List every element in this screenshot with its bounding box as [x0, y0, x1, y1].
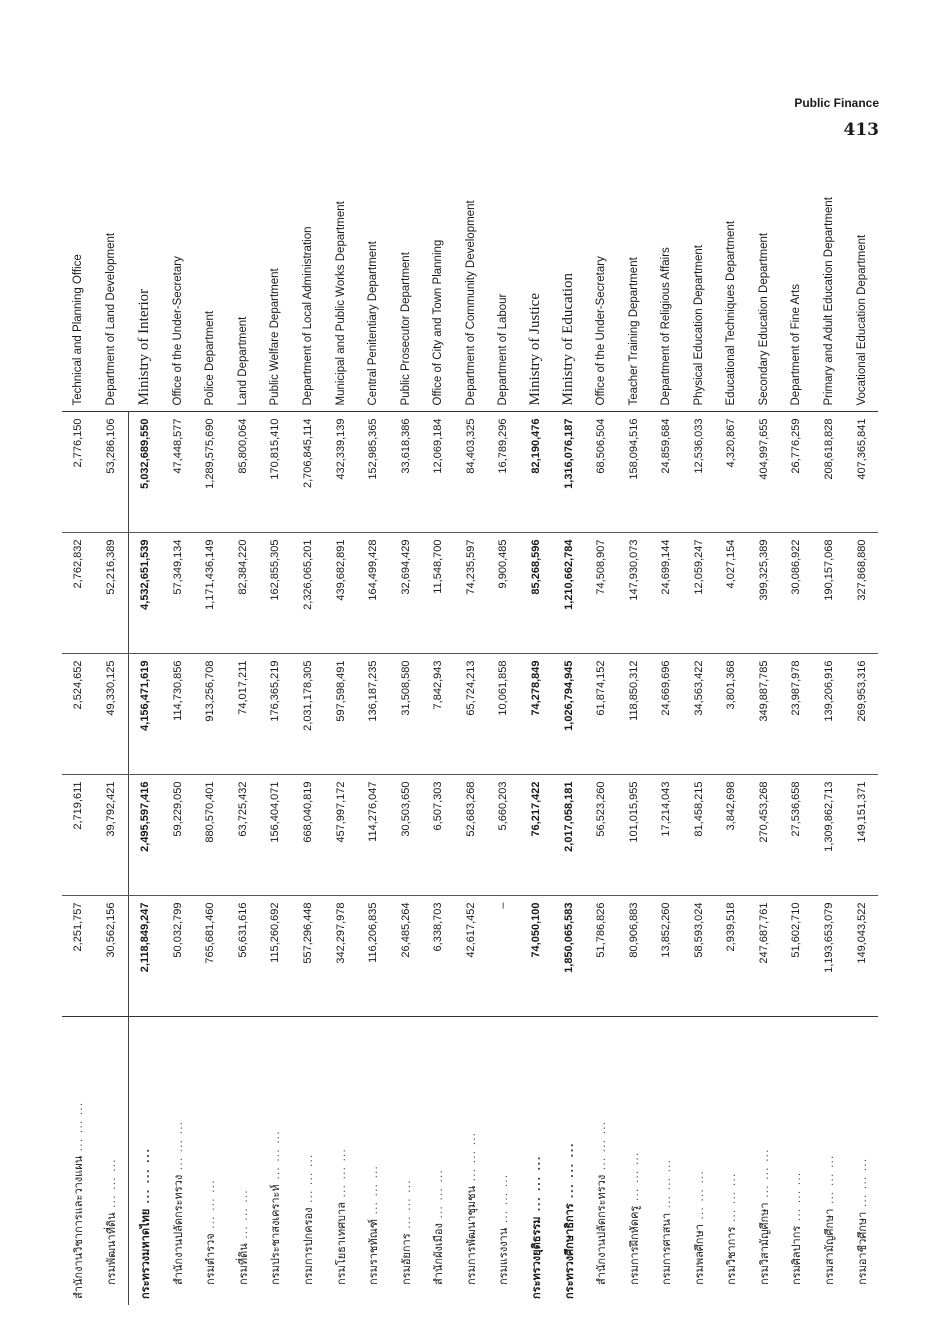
- value-col-5: 85,800,064: [227, 412, 260, 533]
- row-label-english: Department of Religious Affairs: [650, 145, 683, 412]
- table-row: [617, 145, 650, 1305]
- row-label-english: Department of Local Administration: [292, 145, 325, 412]
- value-col-1: –: [487, 896, 520, 1017]
- value-col-3: 597,598,491: [324, 654, 357, 775]
- value-col-1: 13,852,260: [650, 896, 683, 1017]
- value-col-4: 162,855,305: [259, 533, 292, 654]
- value-col-1: 115,260,692: [259, 896, 292, 1017]
- value-col-3: 269,953,316: [845, 654, 878, 775]
- row-label-thai: [422, 1017, 455, 1305]
- row-label-english: Educational Techniques Department: [715, 145, 748, 412]
- table-row: [292, 145, 325, 1305]
- value-col-3: 349,887,785: [748, 654, 781, 775]
- leader-dots: ... ... ...: [236, 1189, 250, 1244]
- table-row: [780, 145, 813, 1305]
- value-col-3: 1,026,794,945: [552, 654, 585, 775]
- value-col-3: 114,730,856: [162, 654, 195, 775]
- value-col-4: 439,682,891: [324, 533, 357, 654]
- value-col-2: 76,217,422: [520, 775, 553, 896]
- value-col-5: 47,448,577: [162, 412, 195, 533]
- leader-dots: ... ... ...: [399, 1179, 413, 1234]
- thai-label-text: กรมการฝึกหัดครู: [627, 1205, 641, 1285]
- row-label-thai: [780, 1017, 813, 1305]
- row-label-thai: [617, 1017, 650, 1305]
- row-label-thai: [552, 1017, 585, 1305]
- table-row: [227, 145, 260, 1305]
- value-col-2: 2,017,058,181: [552, 775, 585, 896]
- leader-dots: ... ... ...: [595, 1120, 609, 1175]
- leader-dots: ... ... ...: [269, 1130, 283, 1185]
- thai-label-text: กรมสามัญศึกษา: [823, 1208, 837, 1285]
- value-col-2: 17,214,043: [650, 775, 683, 896]
- value-col-4: 190,157,068: [813, 533, 846, 654]
- value-col-2: 2,495,597,416: [128, 775, 161, 896]
- value-col-4: 11,548,700: [422, 533, 455, 654]
- value-col-2: 156,404,071: [259, 775, 292, 896]
- leader-dots: ... ... ...: [72, 1101, 86, 1156]
- value-col-4: 30,086,922: [780, 533, 813, 654]
- row-label-english: Primary and Adult Education Department: [813, 145, 846, 412]
- value-col-5: 33,618,386: [389, 412, 422, 533]
- thai-label-text: กรมการปกครอง: [302, 1207, 316, 1285]
- table-row: [194, 145, 227, 1305]
- value-col-3: 10,061,858: [487, 654, 520, 775]
- row-label-thai: [357, 1017, 390, 1305]
- table-row: [259, 145, 292, 1305]
- value-col-5: 152,985,365: [357, 412, 390, 533]
- row-label-thai: [748, 1017, 781, 1305]
- row-label-english: Central Penitentiary Department: [357, 145, 390, 412]
- row-label-english: Ministry of Interior: [128, 145, 161, 412]
- leader-dots: ... ... ...: [105, 1158, 119, 1213]
- row-label-thai: [194, 1017, 227, 1305]
- leader-dots: ... ... ...: [725, 1172, 739, 1227]
- value-col-2: 457,997,172: [324, 775, 357, 896]
- row-label-english: Ministry of Education: [552, 145, 585, 412]
- row-label-thai: [259, 1017, 292, 1305]
- thai-label-text: กรมราชทัณฑ์: [367, 1219, 381, 1285]
- value-col-3: 136,187,235: [357, 654, 390, 775]
- value-col-2: 880,570,401: [194, 775, 227, 896]
- row-label-english: Public Welfare Department: [259, 145, 292, 412]
- value-col-5: 208,618,828: [813, 412, 846, 533]
- value-col-3: 176,365,219: [259, 654, 292, 775]
- value-col-5: 2,776,150: [62, 412, 95, 533]
- table-row: [357, 145, 390, 1305]
- value-col-5: 12,536,033: [683, 412, 716, 533]
- row-label-english: Technical and Planning Office: [62, 145, 95, 412]
- leader-dots: ... ... ...: [529, 1155, 543, 1217]
- value-col-4: 147,930,073: [617, 533, 650, 654]
- row-label-english: Ministry of Justice: [520, 145, 553, 412]
- value-col-4: 399,325,389: [748, 533, 781, 654]
- row-label-english: Office of the Under-Secretary: [162, 145, 195, 412]
- value-col-3: 913,256,708: [194, 654, 227, 775]
- row-label-thai: [292, 1017, 325, 1305]
- leader-dots: ... ... ...: [627, 1151, 641, 1206]
- value-col-2: 52,683,268: [455, 775, 488, 896]
- value-col-4: 2,762,832: [62, 533, 95, 654]
- row-label-thai: [95, 1017, 128, 1305]
- row-label-thai: [128, 1017, 161, 1305]
- row-label-english: Department of Labour: [487, 145, 520, 412]
- value-col-5: 16,789,296: [487, 412, 520, 533]
- value-col-1: 2,939,518: [715, 896, 748, 1017]
- value-col-3: 74,017,211: [227, 654, 260, 775]
- thai-label-text: สำนักงานปลัดกระทรวง: [595, 1174, 609, 1285]
- table-row: [62, 145, 95, 1305]
- row-label-english: Department of Land Development: [95, 145, 128, 412]
- value-col-2: 3,842,698: [715, 775, 748, 896]
- thai-label-text: กรมโยธาเทศบาล: [334, 1202, 348, 1285]
- value-col-3: 23,987,978: [780, 654, 813, 775]
- value-col-2: 270,453,268: [748, 775, 781, 896]
- table-row: [455, 145, 488, 1305]
- value-col-1: 342,297,978: [324, 896, 357, 1017]
- value-col-2: 39,792,421: [95, 775, 128, 896]
- table-row: [683, 145, 716, 1305]
- value-col-1: 2,251,757: [62, 896, 95, 1017]
- value-col-4: 164,499,428: [357, 533, 390, 654]
- value-col-5: 4,320,867: [715, 412, 748, 533]
- thai-label-text: กระทรวงมหาดไทย: [139, 1208, 153, 1299]
- leader-dots: ... ... ...: [367, 1165, 381, 1220]
- table-row: [324, 145, 357, 1305]
- row-label-english: Secondary Education Department: [748, 145, 781, 412]
- value-col-3: 139,206,916: [813, 654, 846, 775]
- budget-table-rotated: [62, 145, 878, 1305]
- value-col-3: 7,842,943: [422, 654, 455, 775]
- value-col-2: 30,503,650: [389, 775, 422, 896]
- table-row: [128, 145, 161, 1305]
- table-row: [487, 145, 520, 1305]
- value-col-3: 4,156,471,619: [128, 654, 161, 775]
- value-col-1: 765,681,460: [194, 896, 227, 1017]
- value-col-4: 24,699,144: [650, 533, 683, 654]
- thai-label-text: สำนักงานปลัดกระทรวง: [171, 1174, 185, 1285]
- value-col-4: 9,900,485: [487, 533, 520, 654]
- row-label-english: Office of the Under-Secretary: [585, 145, 618, 412]
- value-col-4: 2,326,065,201: [292, 533, 325, 654]
- value-col-3: 3,801,368: [715, 654, 748, 775]
- table-row: [520, 145, 553, 1305]
- value-col-1: 1,850,065,583: [552, 896, 585, 1017]
- value-col-4: 32,694,429: [389, 533, 422, 654]
- value-col-2: 63,725,432: [227, 775, 260, 896]
- value-col-3: 118,850,312: [617, 654, 650, 775]
- thai-label-text: กรมวิชาการ: [725, 1226, 739, 1285]
- thai-label-text: สำนักผังเมือง: [432, 1223, 446, 1285]
- value-col-5: 1,316,076,187: [552, 412, 585, 533]
- row-label-thai: [487, 1017, 520, 1305]
- row-label-thai: [585, 1017, 618, 1305]
- budget-table: [62, 145, 878, 1305]
- row-label-thai: [162, 1017, 195, 1305]
- row-label-english: Department of Fine Arts: [780, 145, 813, 412]
- table-row: [95, 145, 128, 1305]
- value-col-1: 42,617,452: [455, 896, 488, 1017]
- row-label-english: Department of Community Development: [455, 145, 488, 412]
- value-col-4: 74,235,597: [455, 533, 488, 654]
- value-col-4: 327,868,880: [845, 533, 878, 654]
- row-label-thai: [520, 1017, 553, 1305]
- value-col-4: 82,384,220: [227, 533, 260, 654]
- value-col-1: 557,296,448: [292, 896, 325, 1017]
- row-label-english: Physical Education Department: [683, 145, 716, 412]
- value-col-2: 149,151,371: [845, 775, 878, 896]
- value-col-5: 24,859,684: [650, 412, 683, 533]
- value-col-2: 101,015,955: [617, 775, 650, 896]
- leader-dots: ... ... ...: [464, 1131, 478, 1186]
- value-col-1: 51,602,710: [780, 896, 813, 1017]
- leader-dots: ... ... ...: [823, 1154, 837, 1209]
- row-label-english: Office of City and Town Planning: [422, 145, 455, 412]
- thai-label-text: กรมการพัฒนาชุมชน: [464, 1185, 478, 1285]
- value-col-4: 74,508,907: [585, 533, 618, 654]
- row-label-english: Land Department: [227, 145, 260, 412]
- value-col-5: 26,776,259: [780, 412, 813, 533]
- row-label-thai: [227, 1017, 260, 1305]
- value-col-3: 74,278,849: [520, 654, 553, 775]
- value-col-4: 12,059,247: [683, 533, 716, 654]
- row-label-english: Municipal and Public Works Department: [324, 145, 357, 412]
- value-col-2: 6,507,303: [422, 775, 455, 896]
- value-col-2: 5,660,203: [487, 775, 520, 896]
- leader-dots: ... ... ...: [334, 1148, 348, 1203]
- value-col-4: 85,268,596: [520, 533, 553, 654]
- leader-dots: ... ... ...: [855, 1157, 869, 1212]
- value-col-5: 170,815,410: [259, 412, 292, 533]
- value-col-2: 27,536,658: [780, 775, 813, 896]
- thai-label-text: กระทรวงยุติธรรม: [529, 1216, 543, 1299]
- value-col-1: 74,050,100: [520, 896, 553, 1017]
- leader-dots: ... ... ...: [302, 1153, 316, 1208]
- thai-label-text: กรมพลศึกษา: [692, 1224, 706, 1285]
- table-row: [748, 145, 781, 1305]
- value-col-2: 2,719,611: [62, 775, 95, 896]
- thai-label-text: กรมอาชีวศึกษา: [855, 1211, 869, 1285]
- value-col-1: 116,206,835: [357, 896, 390, 1017]
- value-col-5: 53,286,106: [95, 412, 128, 533]
- value-col-1: 149,043,522: [845, 896, 878, 1017]
- value-col-5: 158,094,516: [617, 412, 650, 533]
- value-col-1: 58,593,024: [683, 896, 716, 1017]
- row-label-thai: [324, 1017, 357, 1305]
- value-col-3: 61,874,152: [585, 654, 618, 775]
- value-col-1: 26,485,264: [389, 896, 422, 1017]
- row-label-english: Public Prosecutor Department: [389, 145, 422, 412]
- value-col-4: 1,210,662,784: [552, 533, 585, 654]
- leader-dots: ... ... ...: [562, 1142, 576, 1204]
- table-row: [845, 145, 878, 1305]
- table-row: [389, 145, 422, 1305]
- value-col-3: 65,724,213: [455, 654, 488, 775]
- value-col-1: 30,562,156: [95, 896, 128, 1017]
- table-row: [585, 145, 618, 1305]
- table-row: [162, 145, 195, 1305]
- value-col-2: 56,523,260: [585, 775, 618, 896]
- value-col-2: 668,040,819: [292, 775, 325, 896]
- thai-label-text: กรมประชาสงเคราะห์: [269, 1184, 283, 1285]
- leader-dots: ... ... ...: [692, 1170, 706, 1225]
- value-col-1: 80,906,883: [617, 896, 650, 1017]
- row-label-thai: [455, 1017, 488, 1305]
- thai-label-text: กระทรวงศึกษาธิการ: [562, 1203, 576, 1299]
- value-col-3: 34,563,422: [683, 654, 716, 775]
- thai-label-text: กรมตำรวจ: [204, 1233, 218, 1285]
- thai-label-text: กรมอัยการ: [399, 1233, 413, 1285]
- table-row: [813, 145, 846, 1305]
- row-label-thai: [389, 1017, 422, 1305]
- row-label-thai: [62, 1017, 95, 1305]
- value-col-4: 4,532,651,539: [128, 533, 161, 654]
- value-col-5: 1,289,575,690: [194, 412, 227, 533]
- row-label-english: Teacher Training Department: [617, 145, 650, 412]
- value-col-2: 59,229,050: [162, 775, 195, 896]
- value-col-5: 12,069,184: [422, 412, 455, 533]
- value-col-3: 2,031,178,305: [292, 654, 325, 775]
- value-col-1: 247,687,761: [748, 896, 781, 1017]
- value-col-3: 24,669,696: [650, 654, 683, 775]
- value-col-5: 84,403,325: [455, 412, 488, 533]
- row-label-thai: [845, 1017, 878, 1305]
- thai-label-text: กรมการศาสนา: [660, 1212, 674, 1285]
- leader-dots: ... ... ...: [204, 1179, 218, 1234]
- thai-label-text: กรมที่ดิน: [236, 1243, 250, 1285]
- thai-label-text: กรมศิลปากร: [790, 1225, 804, 1285]
- value-col-1: 1,193,653,079: [813, 896, 846, 1017]
- thai-label-text: กรมพัฒนาที่ดิน: [105, 1212, 119, 1285]
- value-col-3: 2,524,652: [62, 654, 95, 775]
- value-col-2: 1,309,862,713: [813, 775, 846, 896]
- leader-dots: ... ... ...: [790, 1171, 804, 1226]
- page-number: 413: [843, 120, 879, 140]
- value-col-3: 31,508,580: [389, 654, 422, 775]
- value-col-5: 5,032,689,550: [128, 412, 161, 533]
- row-label-thai: [650, 1017, 683, 1305]
- value-col-5: 432,339,139: [324, 412, 357, 533]
- leader-dots: ... ... ...: [171, 1120, 185, 1175]
- value-col-4: 52,216,389: [95, 533, 128, 654]
- value-col-1: 2,118,849,247: [128, 896, 161, 1017]
- table-row: [650, 145, 683, 1305]
- row-label-thai: [683, 1017, 716, 1305]
- value-col-5: 68,506,504: [585, 412, 618, 533]
- value-col-4: 57,349,134: [162, 533, 195, 654]
- thai-label-text: สำนักงานวิชาการและวางแผน: [72, 1155, 86, 1299]
- value-col-1: 6,338,703: [422, 896, 455, 1017]
- value-col-2: 81,458,215: [683, 775, 716, 896]
- value-col-2: 114,276,047: [357, 775, 390, 896]
- row-label-thai: [813, 1017, 846, 1305]
- leader-dots: ... ... ...: [660, 1158, 674, 1213]
- value-col-4: 4,027,154: [715, 533, 748, 654]
- value-col-5: 407,365,841: [845, 412, 878, 533]
- leader-dots: ... ... ...: [757, 1148, 771, 1203]
- table-row: [422, 145, 455, 1305]
- value-col-5: 82,190,476: [520, 412, 553, 533]
- row-label-english: Police Department: [194, 145, 227, 412]
- table-row: [715, 145, 748, 1305]
- value-col-1: 51,786,826: [585, 896, 618, 1017]
- thai-label-text: กรมวิสามัญศึกษา: [757, 1202, 771, 1285]
- leader-dots: ... ... ...: [432, 1169, 446, 1224]
- row-label-english: Vocational Education Department: [845, 145, 878, 412]
- value-col-3: 49,330,125: [95, 654, 128, 775]
- section-header: Public Finance: [794, 96, 879, 110]
- leader-dots: ... ... ...: [139, 1147, 153, 1209]
- row-label-thai: [715, 1017, 748, 1305]
- value-col-1: 56,631,616: [227, 896, 260, 1017]
- value-col-5: 404,997,655: [748, 412, 781, 533]
- value-col-1: 50,032,799: [162, 896, 195, 1017]
- value-col-4: 1,171,436,149: [194, 533, 227, 654]
- table-row: [552, 145, 585, 1305]
- budget-table-body: [62, 145, 878, 1305]
- thai-label-text: กรมแรงงาน: [497, 1227, 511, 1285]
- leader-dots: ... ... ...: [497, 1173, 511, 1228]
- value-col-5: 2,706,845,114: [292, 412, 325, 533]
